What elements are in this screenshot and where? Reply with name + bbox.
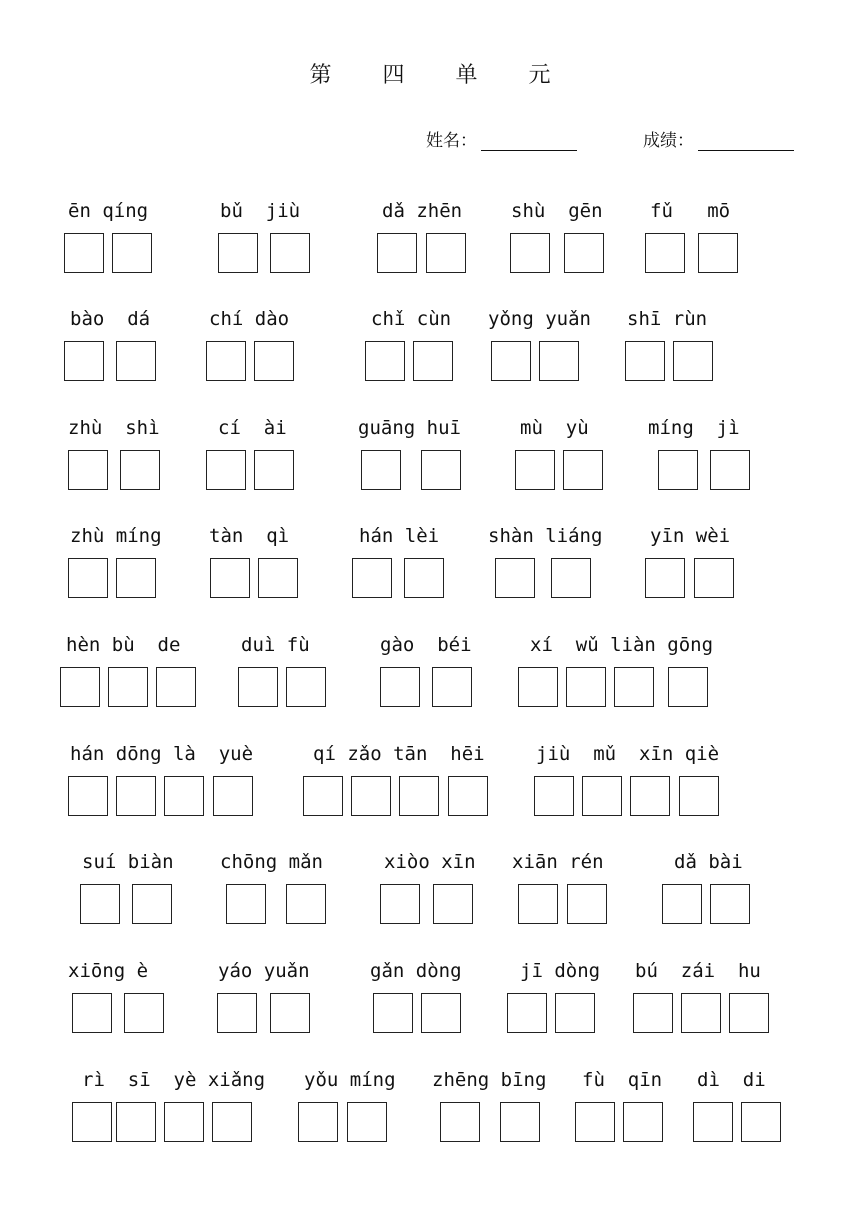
pinyin-label: fù qīn xyxy=(582,1069,663,1091)
pinyin-label: dǎ bài xyxy=(674,851,743,873)
character-box[interactable] xyxy=(566,667,606,707)
character-box[interactable] xyxy=(630,776,670,816)
pinyin-label: yǒu míng xyxy=(304,1069,396,1091)
character-box[interactable] xyxy=(575,1102,615,1142)
character-box[interactable] xyxy=(218,233,258,273)
character-box[interactable] xyxy=(361,450,401,490)
character-box[interactable] xyxy=(693,1102,733,1142)
character-box[interactable] xyxy=(433,884,473,924)
character-box[interactable] xyxy=(623,1102,663,1142)
pinyin-label: xiān rén xyxy=(512,851,604,873)
character-box[interactable] xyxy=(582,776,622,816)
character-box[interactable] xyxy=(564,233,604,273)
character-box[interactable] xyxy=(679,776,719,816)
character-box[interactable] xyxy=(673,341,713,381)
pinyin-label: ēn qíng xyxy=(68,200,149,222)
character-box[interactable] xyxy=(64,341,104,381)
pinyin-label: chǐ cùn xyxy=(371,308,452,330)
character-box[interactable] xyxy=(399,776,439,816)
character-box[interactable] xyxy=(491,341,531,381)
pinyin-label: gǎn dòng xyxy=(370,960,462,982)
character-box[interactable] xyxy=(495,558,535,598)
character-box[interactable] xyxy=(254,450,294,490)
character-box[interactable] xyxy=(254,341,294,381)
character-box[interactable] xyxy=(694,558,734,598)
character-box[interactable] xyxy=(303,776,343,816)
character-box[interactable] xyxy=(72,1102,112,1142)
character-box[interactable] xyxy=(72,993,112,1033)
character-box[interactable] xyxy=(64,233,104,273)
pinyin-label: xiòo xīn xyxy=(384,851,476,873)
score-label: 成绩： xyxy=(643,131,694,151)
pinyin-label: míng jì xyxy=(648,417,740,439)
character-box[interactable] xyxy=(238,667,278,707)
character-box[interactable] xyxy=(286,884,326,924)
character-box[interactable] xyxy=(124,993,164,1033)
pinyin-label: shàn liáng xyxy=(488,525,603,547)
character-box[interactable] xyxy=(421,450,461,490)
pinyin-label: mù yù xyxy=(520,417,589,439)
character-box[interactable] xyxy=(116,558,156,598)
character-box[interactable] xyxy=(298,1102,338,1142)
pinyin-label: zhēng bīng xyxy=(432,1069,547,1091)
character-box[interactable] xyxy=(500,1102,540,1142)
character-box[interactable] xyxy=(380,667,420,707)
character-box[interactable] xyxy=(710,450,750,490)
character-box[interactable] xyxy=(60,667,100,707)
character-box[interactable] xyxy=(633,993,673,1033)
character-box[interactable] xyxy=(614,667,654,707)
pinyin-label: fǔ mō xyxy=(650,200,731,222)
character-box[interactable] xyxy=(440,1102,480,1142)
pinyin-label: duì fù xyxy=(241,634,310,656)
character-box[interactable] xyxy=(645,233,685,273)
character-box[interactable] xyxy=(347,1102,387,1142)
score-blank[interactable] xyxy=(698,130,794,151)
character-box[interactable] xyxy=(80,884,120,924)
character-box[interactable] xyxy=(365,341,405,381)
pinyin-label: suí biàn xyxy=(82,851,174,873)
pinyin-label: zhù míng xyxy=(70,525,162,547)
character-box[interactable] xyxy=(270,993,310,1033)
character-box[interactable] xyxy=(625,341,665,381)
character-box[interactable] xyxy=(518,884,558,924)
pinyin-label: chí dào xyxy=(209,308,290,330)
character-box[interactable] xyxy=(68,776,108,816)
character-box[interactable] xyxy=(112,233,152,273)
pinyin-label: yǒng yuǎn xyxy=(488,308,591,330)
pinyin-label: cí ài xyxy=(218,417,287,439)
character-box[interactable] xyxy=(404,558,444,598)
character-box[interactable] xyxy=(351,776,391,816)
character-box[interactable] xyxy=(448,776,488,816)
character-box[interactable] xyxy=(510,233,550,273)
pinyin-label: gào béi xyxy=(380,634,472,656)
character-box[interactable] xyxy=(710,884,750,924)
pinyin-label: qí zǎo tān hēi xyxy=(313,743,485,765)
character-box[interactable] xyxy=(563,450,603,490)
pinyin-label: bú zái hu xyxy=(635,960,761,982)
character-box[interactable] xyxy=(68,558,108,598)
character-box[interactable] xyxy=(432,667,472,707)
pinyin-label: dǎ zhēn xyxy=(382,200,463,222)
character-box[interactable] xyxy=(206,450,246,490)
character-box[interactable] xyxy=(668,667,708,707)
character-box[interactable] xyxy=(658,450,698,490)
pinyin-label: jī dòng xyxy=(520,960,601,982)
character-box[interactable] xyxy=(555,993,595,1033)
character-box[interactable] xyxy=(116,776,156,816)
pinyin-label: hán dōng là yuè xyxy=(70,743,254,765)
character-box[interactable] xyxy=(681,993,721,1033)
character-box[interactable] xyxy=(270,233,310,273)
pinyin-label: shù gēn xyxy=(511,200,603,222)
pinyin-label: hán lèi xyxy=(359,525,440,547)
name-blank[interactable] xyxy=(481,130,577,151)
character-box[interactable] xyxy=(258,558,298,598)
pinyin-label: dì di xyxy=(697,1069,766,1091)
character-box[interactable] xyxy=(539,341,579,381)
character-box[interactable] xyxy=(421,993,461,1033)
score-field xyxy=(643,126,794,151)
character-box[interactable] xyxy=(217,993,257,1033)
pinyin-label: rì sī yè xiǎng xyxy=(82,1069,266,1091)
pinyin-label: bǔ jiù xyxy=(220,200,301,222)
pinyin-label: shī rùn xyxy=(627,308,708,330)
character-box[interactable] xyxy=(68,450,108,490)
pinyin-label: bào dá xyxy=(70,308,151,330)
character-box[interactable] xyxy=(210,558,250,598)
character-box[interactable] xyxy=(116,341,156,381)
character-box[interactable] xyxy=(518,667,558,707)
character-box[interactable] xyxy=(116,1102,156,1142)
character-box[interactable] xyxy=(164,1102,204,1142)
pinyin-label: jiù mǔ xīn qiè xyxy=(536,743,720,765)
character-box[interactable] xyxy=(352,558,392,598)
character-box[interactable] xyxy=(741,1102,781,1142)
pinyin-label: yīn wèi xyxy=(650,525,731,547)
character-box[interactable] xyxy=(213,776,253,816)
character-box[interactable] xyxy=(156,667,196,707)
character-box[interactable] xyxy=(507,993,547,1033)
pinyin-label: xiōng è xyxy=(68,960,149,982)
name-field xyxy=(426,126,577,151)
pinyin-label: guāng huī xyxy=(358,417,461,439)
character-box[interactable] xyxy=(698,233,738,273)
pinyin-label: hèn bù de xyxy=(66,634,181,656)
character-box[interactable] xyxy=(108,667,148,707)
character-box[interactable] xyxy=(645,558,685,598)
character-box[interactable] xyxy=(212,1102,252,1142)
character-box[interactable] xyxy=(377,233,417,273)
character-box[interactable] xyxy=(380,884,420,924)
pinyin-label: tàn qì xyxy=(209,525,290,547)
character-box[interactable] xyxy=(132,884,172,924)
character-box[interactable] xyxy=(729,993,769,1033)
character-box[interactable] xyxy=(567,884,607,924)
pinyin-label: xí wǔ liàn gōng xyxy=(530,634,714,656)
character-box[interactable] xyxy=(226,884,266,924)
name-label: 姓名： xyxy=(426,131,477,151)
pinyin-label: chōng mǎn xyxy=(220,851,323,873)
character-box[interactable] xyxy=(534,776,574,816)
pinyin-label: zhù shì xyxy=(68,417,160,439)
character-box[interactable] xyxy=(413,341,453,381)
character-box[interactable] xyxy=(120,450,160,490)
worksheet-title: 第 四 单 元 xyxy=(309,63,573,88)
character-box[interactable] xyxy=(426,233,466,273)
character-box[interactable] xyxy=(515,450,555,490)
character-box[interactable] xyxy=(373,993,413,1033)
pinyin-label: yáo yuǎn xyxy=(218,960,310,982)
character-box[interactable] xyxy=(164,776,204,816)
character-box[interactable] xyxy=(206,341,246,381)
character-box[interactable] xyxy=(286,667,326,707)
character-box[interactable] xyxy=(551,558,591,598)
character-box[interactable] xyxy=(662,884,702,924)
